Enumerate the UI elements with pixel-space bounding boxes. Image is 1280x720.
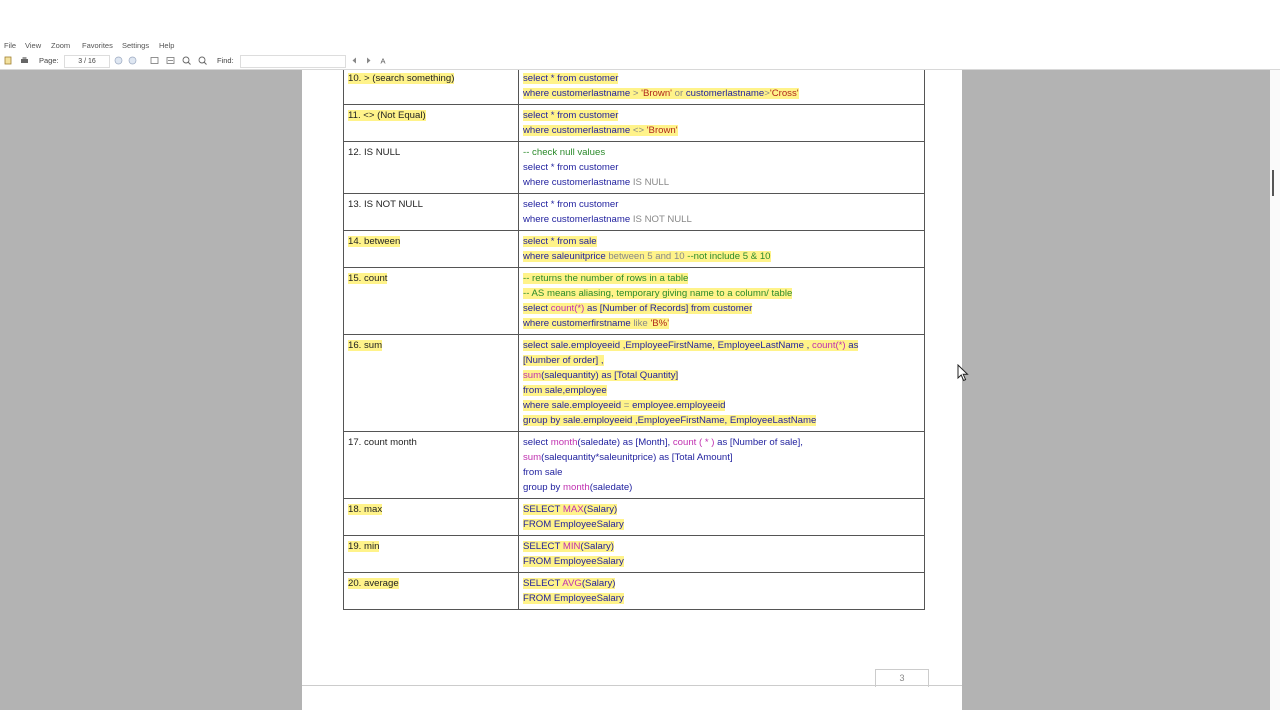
sql-line bbox=[523, 353, 920, 368]
topic-cell bbox=[344, 231, 519, 268]
sql-line bbox=[523, 86, 920, 101]
mouse-cursor-icon bbox=[957, 364, 969, 382]
fit-page-icon[interactable] bbox=[150, 56, 159, 65]
table-row bbox=[344, 268, 925, 335]
topic-cell bbox=[344, 268, 519, 335]
sql-code-cell bbox=[519, 142, 925, 194]
topic-cell bbox=[344, 335, 519, 432]
sql-token: (salequantity*saleunitprice) as [Total Amount] bbox=[541, 452, 733, 463]
sql-line bbox=[523, 465, 920, 480]
document-page bbox=[302, 70, 962, 710]
menu-help[interactable]: Help bbox=[159, 41, 175, 50]
sql-token: select bbox=[523, 437, 551, 448]
sql-line bbox=[523, 234, 920, 249]
sql-token: 'Cross' bbox=[769, 88, 799, 99]
sql-code-cell bbox=[519, 573, 925, 610]
topic-label: 10. > (search something) bbox=[348, 73, 455, 84]
sql-token: IS NOT NULL bbox=[632, 214, 692, 225]
sql-token: FROM EmployeeSalary bbox=[523, 593, 624, 604]
topic-label: 19. min bbox=[348, 541, 380, 552]
sql-line bbox=[523, 591, 920, 606]
sql-token: where customerlastname bbox=[523, 177, 633, 188]
topic-cell bbox=[344, 573, 519, 610]
menu-bar bbox=[0, 38, 1280, 52]
sql-line bbox=[523, 413, 920, 428]
sql-token: count ( * ) bbox=[672, 437, 715, 448]
table-row bbox=[344, 194, 925, 231]
topic-label: 11. <> (Not Equal) bbox=[348, 110, 426, 121]
menu-favorites[interactable]: Favorites bbox=[82, 41, 113, 50]
topic-cell bbox=[344, 536, 519, 573]
topic-label: 18. max bbox=[348, 504, 383, 515]
table-row bbox=[344, 335, 925, 432]
sql-line bbox=[523, 197, 920, 212]
sql-line bbox=[523, 160, 920, 175]
sql-token: where customerfirstname bbox=[523, 318, 634, 329]
sql-token: 'B%' bbox=[650, 318, 670, 329]
sql-token: 'Brown' bbox=[641, 88, 672, 99]
zoom-in-icon[interactable] bbox=[198, 56, 207, 65]
table-row bbox=[344, 432, 925, 499]
topic-label: 17. count month bbox=[348, 437, 417, 448]
topic-cell bbox=[344, 142, 519, 194]
sql-token: customerlastname bbox=[685, 88, 765, 99]
sql-token: or bbox=[671, 88, 686, 99]
sql-token: count(*) bbox=[550, 303, 585, 314]
sql-line bbox=[523, 554, 920, 569]
sql-line bbox=[523, 123, 920, 138]
sql-line bbox=[523, 212, 920, 227]
sql-line bbox=[523, 271, 920, 286]
page-number: 3 bbox=[875, 669, 929, 687]
sql-code-cell bbox=[519, 105, 925, 142]
sql-line bbox=[523, 450, 920, 465]
sql-token: month bbox=[550, 437, 578, 448]
table-row bbox=[344, 231, 925, 268]
sql-line bbox=[523, 398, 920, 413]
sql-token: count(*) bbox=[812, 340, 846, 351]
sql-line bbox=[523, 517, 920, 532]
sql-line bbox=[523, 368, 920, 383]
menu-zoom[interactable]: Zoom bbox=[51, 41, 71, 50]
sql-code-cell bbox=[519, 499, 925, 536]
fit-width-icon[interactable] bbox=[166, 56, 175, 65]
bottom-strip bbox=[0, 710, 1280, 720]
sql-token: where customerlastname bbox=[523, 214, 633, 225]
find-next-icon[interactable] bbox=[364, 56, 373, 65]
sql-token: SELECT bbox=[523, 541, 563, 552]
sql-token: (saledate) as [Month], bbox=[577, 437, 673, 448]
sql-token: select bbox=[523, 303, 551, 314]
open-file-icon[interactable] bbox=[4, 56, 13, 65]
topic-label: 20. average bbox=[348, 578, 399, 589]
sql-token: -- check null values bbox=[523, 147, 606, 158]
sql-code-cell bbox=[519, 70, 925, 105]
sql-token: as [Number of sale], bbox=[714, 437, 803, 448]
sql-token: where customerlastname bbox=[523, 88, 633, 99]
sql-code-cell bbox=[519, 335, 925, 432]
next-page-icon[interactable] bbox=[128, 56, 137, 65]
sql-token: select * from customer bbox=[523, 110, 619, 121]
sql-line bbox=[523, 539, 920, 554]
sql-code-cell bbox=[519, 268, 925, 335]
sql-token: 'Brown' bbox=[646, 125, 678, 136]
topic-label: 12. IS NULL bbox=[348, 147, 401, 158]
sql-token: where sale.employeeid bbox=[523, 400, 624, 411]
sql-token: AVG bbox=[562, 578, 582, 589]
sql-token: (Salary) bbox=[581, 578, 616, 589]
sql-line bbox=[523, 338, 920, 353]
page-number-input[interactable]: 3 / 16 bbox=[64, 55, 110, 68]
table-row bbox=[344, 70, 925, 105]
topic-cell bbox=[344, 432, 519, 499]
sql-token: select sale.employeeid ,EmployeeFirstName, EmployeeLastName , bbox=[523, 340, 813, 351]
sql-line bbox=[523, 108, 920, 123]
menu-view[interactable]: View bbox=[25, 41, 42, 50]
table-row bbox=[344, 536, 925, 573]
topic-cell bbox=[344, 194, 519, 231]
print-icon[interactable] bbox=[20, 56, 29, 65]
table-row bbox=[344, 142, 925, 194]
sql-token: as [Number of Records] from customer bbox=[584, 303, 753, 314]
sql-line bbox=[523, 480, 920, 495]
sql-token: MAX bbox=[562, 504, 584, 515]
document-viewer[interactable] bbox=[0, 70, 1270, 710]
svg-text:A: A bbox=[380, 56, 386, 65]
sql-token: sum bbox=[523, 452, 542, 463]
sql-line bbox=[523, 71, 920, 86]
match-case-icon[interactable] bbox=[380, 56, 389, 65]
sql-token: > bbox=[632, 88, 642, 99]
sql-token: select * from customer bbox=[523, 162, 619, 173]
sql-token: MIN bbox=[562, 541, 581, 552]
sql-line bbox=[523, 145, 920, 160]
topic-label: 16. sum bbox=[348, 340, 383, 351]
sql-line bbox=[523, 286, 920, 301]
find-previous-icon[interactable] bbox=[350, 56, 359, 65]
sql-token: --not include 5 & 10 bbox=[684, 251, 771, 262]
find-label: Find: bbox=[217, 56, 234, 65]
sql-token: > bbox=[764, 88, 770, 99]
sql-token: group by sale.employeeid ,EmployeeFirstName, EmployeeLastName bbox=[523, 415, 817, 426]
zoom-out-icon[interactable] bbox=[182, 56, 191, 65]
sql-token: (salequantity) as [Total Quantity] bbox=[541, 370, 679, 381]
sql-token: -- AS means aliasing, temporary giving name to a column/ table bbox=[523, 288, 793, 299]
menu-file[interactable]: File bbox=[4, 41, 17, 50]
sql-token: -- returns the number of rows in a table bbox=[523, 273, 689, 284]
sql-line bbox=[523, 576, 920, 591]
sql-token: as bbox=[845, 340, 859, 351]
topic-cell bbox=[344, 105, 519, 142]
sql-token: FROM EmployeeSalary bbox=[523, 556, 624, 567]
sql-line bbox=[523, 316, 920, 331]
sql-token: where saleunitprice bbox=[523, 251, 609, 262]
table-row bbox=[344, 105, 925, 142]
topic-label: 13. IS NOT NULL bbox=[348, 199, 424, 210]
sql-token: employee.employeeid bbox=[632, 400, 726, 411]
sql-token: from sale bbox=[523, 467, 563, 478]
topic-cell bbox=[344, 70, 519, 105]
sql-token: select * from customer bbox=[523, 73, 619, 84]
sql-token: (Salary) bbox=[580, 541, 615, 552]
sql-token: (saledate) bbox=[589, 482, 633, 493]
toolbar bbox=[0, 53, 1280, 70]
sql-code-cell bbox=[519, 536, 925, 573]
sql-line bbox=[523, 301, 920, 316]
find-input[interactable] bbox=[240, 55, 346, 68]
vertical-scrollbar[interactable] bbox=[1270, 70, 1280, 710]
topic-label: 14. between bbox=[348, 236, 401, 247]
sql-line bbox=[523, 435, 920, 450]
sql-code-cell bbox=[519, 432, 925, 499]
sql-token: select * from customer bbox=[523, 199, 619, 210]
scrollbar-thumb[interactable] bbox=[1272, 170, 1274, 196]
previous-page-icon[interactable] bbox=[114, 56, 123, 65]
topic-cell bbox=[344, 499, 519, 536]
sql-reference-table bbox=[343, 70, 925, 610]
sql-token: [Number of order] , bbox=[523, 355, 604, 366]
sql-token: between 5 and 10 bbox=[608, 251, 685, 262]
sql-token: (Salary) bbox=[583, 504, 618, 515]
menu-settings[interactable]: Settings bbox=[122, 41, 150, 50]
page-footer-line bbox=[302, 685, 962, 686]
sql-token: = bbox=[623, 400, 633, 411]
sql-token: select * from sale bbox=[523, 236, 597, 247]
sql-line bbox=[523, 502, 920, 517]
sql-token: month bbox=[563, 482, 590, 493]
sql-token: SELECT bbox=[523, 578, 563, 589]
sql-token: sum bbox=[523, 370, 542, 381]
page-label: Page: bbox=[39, 56, 59, 65]
sql-line bbox=[523, 249, 920, 264]
sql-token: IS NULL bbox=[632, 177, 670, 188]
sql-token: SELECT bbox=[523, 504, 563, 515]
sql-token: from sale,employee bbox=[523, 385, 607, 396]
sql-token: FROM EmployeeSalary bbox=[523, 519, 624, 530]
sql-code-cell bbox=[519, 194, 925, 231]
sql-token: like bbox=[633, 318, 651, 329]
sql-token: <> bbox=[632, 125, 647, 136]
table-row bbox=[344, 573, 925, 610]
sql-line bbox=[523, 175, 920, 190]
sql-line bbox=[523, 383, 920, 398]
sql-token: where customerlastname bbox=[523, 125, 633, 136]
table-row bbox=[344, 499, 925, 536]
sql-token: group by bbox=[523, 482, 564, 493]
topic-label: 15. count bbox=[348, 273, 388, 284]
sql-code-cell bbox=[519, 231, 925, 268]
